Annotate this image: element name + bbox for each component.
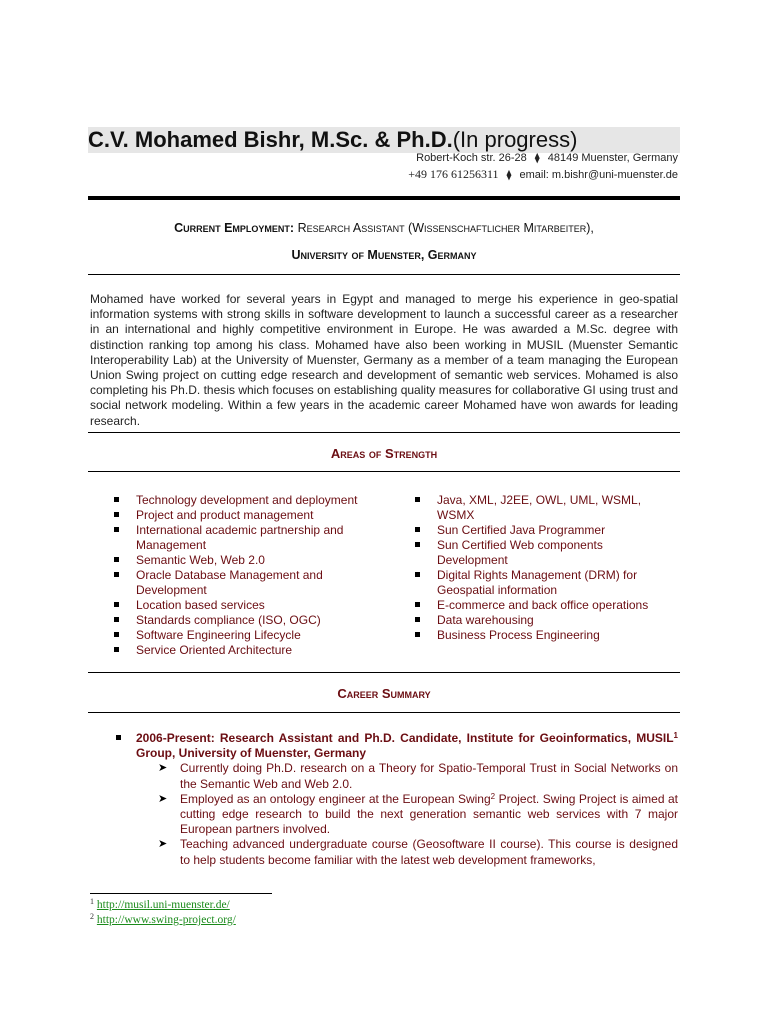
list-item: Business Process Engineering (413, 628, 675, 643)
arrow-bullet-icon: ➤ (158, 762, 168, 775)
career-details-list (114, 761, 678, 867)
list-item: International academic partnership and Management (112, 523, 374, 553)
career-detail-text: Project. Swing Project is aimed at cutting edge research to build the next generation semantic web services with 7 major European partners involved. (180, 791, 679, 837)
diamond-separator-icon: ⧫ (506, 170, 512, 181)
list-item: Data warehousing (413, 613, 675, 628)
list-item: Technology development and deployment (112, 493, 374, 508)
employment-label: Current Employment: (174, 221, 295, 235)
footnote-link[interactable]: http://musil.uni-muenster.de/ (96, 899, 230, 911)
footnote (90, 899, 230, 911)
list-item: Location based services (112, 598, 374, 613)
career-section (114, 731, 678, 868)
list-item (114, 792, 678, 838)
strengths-heading: Areas of Strength (330, 446, 438, 461)
list-item: Software Engineering Lifecycle (112, 628, 374, 643)
section-divider (88, 712, 680, 713)
address-street: Robert-Koch str. 26-28 (416, 152, 527, 164)
footnote-ref[interactable]: 2 (490, 791, 496, 801)
cv-title-status: (In progress) (452, 127, 578, 152)
list-item (114, 837, 678, 867)
address-line (416, 152, 678, 164)
section-divider (88, 274, 680, 275)
list-item: Oracle Database Management and Development (112, 568, 374, 598)
employment-line (88, 221, 680, 235)
list-item: Sun Certified Java Programmer (413, 523, 675, 538)
list-item: Java, XML, J2EE, OWL, UML, WSML, WSMX (413, 493, 675, 523)
arrow-bullet-icon: ➤ (158, 792, 168, 805)
contact-line (408, 167, 678, 182)
profile-summary: Mohamed have worked for several years in Egypt and managed to merge his experience in geo-spatial information systems with strong skills in software development to launch a successful career as a researcher in an international and highly competitive environment in Europe. He was awarded a M.Sc. degree with distinction ranking top among his class. Mohamed have also been working in MUSIL (Muenster Semantic Interoperability Lab) at the University of Muenster, Germany as a member of a team managing the European Union Swing project on cutting edge research and development of semantic web services. Mohamed is also completing his Ph.D. thesis which focuses on establishing quality measures for collaborative GI using trust and social network modeling. Within a few years in the academic career Mohamed have won awards for leading research. (90, 292, 678, 428)
job-title-text: Group, University of Muenster, Germany (136, 746, 367, 761)
list-item: Project and product management (112, 508, 374, 523)
employer-name: University of Muenster, Germany (291, 248, 477, 262)
list-item: Sun Certified Web components Development (413, 538, 675, 568)
phone-number: +49 176 61256311 (408, 167, 499, 181)
section-divider (88, 432, 680, 433)
job-title-text: 2006-Present: Research Assistant and Ph.D. Candidate, Institute for Geoinformatics, MUSIL (136, 731, 674, 745)
footnote-number: 2 (90, 912, 94, 921)
list-item (114, 761, 678, 791)
footnote-ref[interactable]: 1 (673, 731, 678, 740)
address-city: 48149 Muenster, Germany (547, 152, 678, 164)
diamond-separator-icon: ⧫ (534, 153, 540, 164)
career-detail-text: Employed as an ontology engineer at the European Swing (180, 791, 491, 806)
employment-position: Research Assistant (Wissenschaftlicher Mitarbeiter), (297, 221, 594, 235)
section-divider (88, 672, 680, 673)
list-item: Semantic Web, Web 2.0 (112, 553, 374, 568)
footnote-divider (90, 893, 272, 894)
list-item: E-commerce and back office operations (413, 598, 675, 613)
footnote-link[interactable]: http://www.swing-project.org/ (96, 914, 236, 926)
career-detail-text: Currently doing Ph.D. research on a Theory for Spatio-Temporal Trust in Social Networks on the Semantic Web and Web 2.0. (180, 761, 678, 791)
arrow-bullet-icon: ➤ (158, 838, 168, 851)
list-item: Service Oriented Architecture (112, 643, 374, 658)
list-item: Digital Rights Management (DRM) for Geospatial information (413, 568, 675, 598)
header-divider (88, 196, 680, 200)
email-address[interactable]: email: m.bishr@uni-muenster.de (519, 169, 678, 181)
footnote-number: 1 (90, 897, 94, 906)
strengths-list-right (413, 493, 675, 643)
employer-line (88, 248, 680, 262)
cv-title-name: C.V. Mohamed Bishr, M.Sc. & Ph.D. (88, 127, 453, 152)
career-job-title (114, 731, 678, 761)
career-heading: Career Summary (337, 686, 431, 701)
cv-title (88, 127, 680, 153)
strengths-list-left (112, 493, 374, 658)
section-divider (88, 471, 680, 472)
list-item: Standards compliance (ISO, OGC) (112, 613, 374, 628)
footnote (90, 914, 236, 926)
career-detail-text: Teaching advanced undergraduate course (Geosoftware II course). This course is designed to help students become familiar with the latest web development frameworks, (180, 837, 678, 867)
